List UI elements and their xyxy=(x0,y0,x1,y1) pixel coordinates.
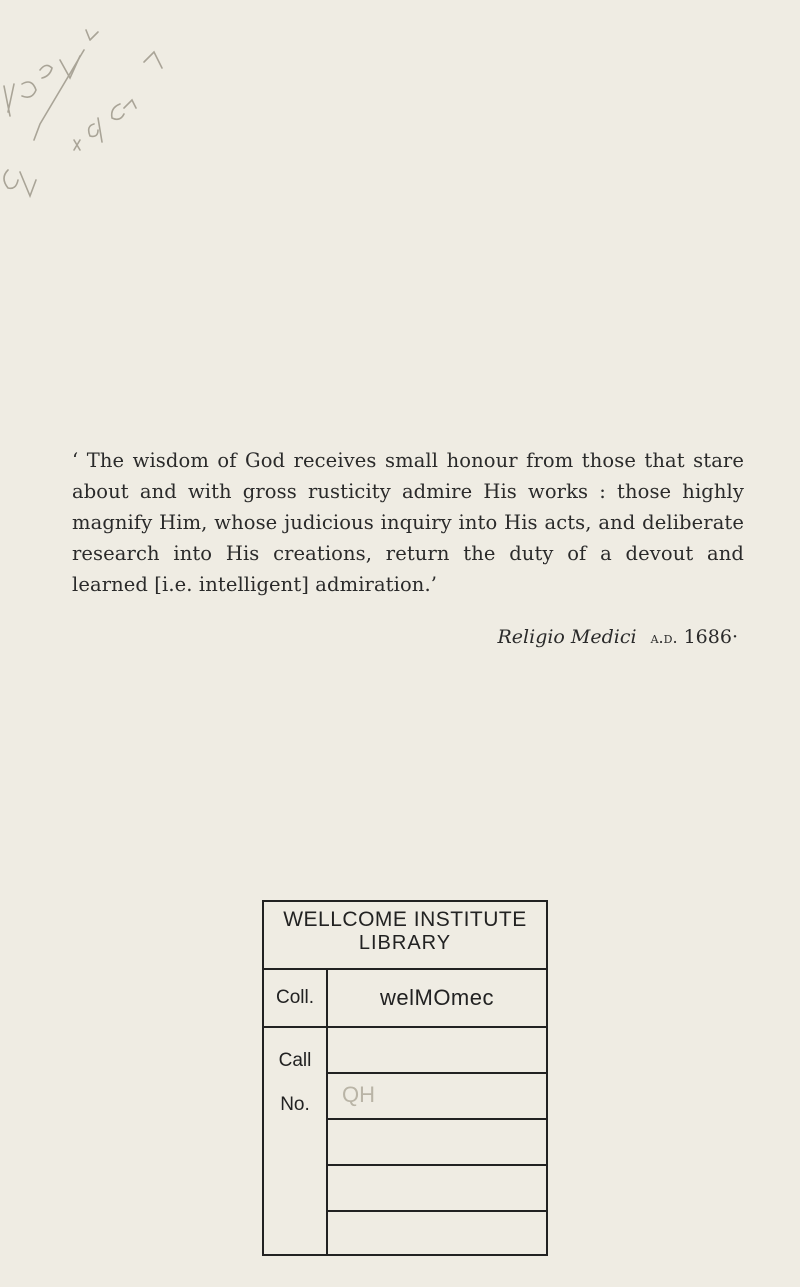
stamp-call-cell xyxy=(328,1028,546,1074)
pencil-marks xyxy=(0,0,200,210)
stamp-coll-value: welMOmec xyxy=(379,985,494,1010)
stamp-library-name: LIBRARY xyxy=(358,932,452,954)
quote-text: ‘ The wisdom of God receives small honour from those that stare about and with gross rusticity admire His works : those highly magnify Him, whose judicious inquiry into His acts, and deliberate research into His creations, return the duty of a devout and learned [i.e. intelligent] admiration.’ xyxy=(72,449,744,596)
stamp-call-label-line2: No. xyxy=(280,1094,310,1115)
attribution-work: Religio Medici xyxy=(497,626,637,648)
attribution-year: 1686· xyxy=(683,626,738,648)
stamp-call-cell xyxy=(328,1212,546,1258)
stamp-coll-row xyxy=(264,970,546,1028)
stamp-call-cell xyxy=(328,1166,546,1212)
stamp-call-label-line1: Call xyxy=(278,1050,312,1071)
stamp-coll-label: Coll. xyxy=(264,970,328,1026)
stamp-call-cell xyxy=(328,1074,546,1120)
stamp-call-value: QH xyxy=(342,1082,375,1107)
stamp-institute-name: WELLCOME INSTITUTE xyxy=(283,908,527,931)
library-stamp xyxy=(262,900,548,1256)
stamp-header xyxy=(264,902,546,970)
stamp-call-cells xyxy=(328,1028,546,1254)
attribution-era: a.d. xyxy=(650,628,678,647)
quote-attribution xyxy=(497,626,738,648)
stamp-call-label xyxy=(264,1028,328,1254)
stamp-call-cell xyxy=(328,1120,546,1166)
